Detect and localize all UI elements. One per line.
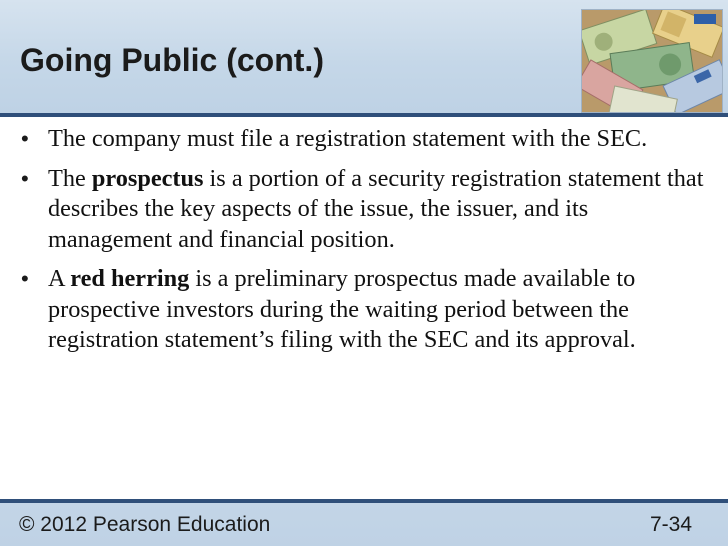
bullet-list <box>18 124 713 356</box>
bullet-term-red-herring: red herring <box>70 265 190 292</box>
bullet-text-lead: A <box>48 265 71 292</box>
bullet-text-rest: is a portion of a security registration statement that describes the key aspects of the issue, the issuer, and its management and financial position. <box>48 164 704 253</box>
bullet-item-red-herring <box>18 264 713 356</box>
bullet-icon: • <box>21 126 29 151</box>
banknotes-image <box>582 10 722 112</box>
bullet-text: The company must file a registration statement with the SEC. <box>48 125 648 152</box>
footer-band <box>0 503 728 546</box>
bullet-text-rest: is a preliminary prospectus made available to prospective investors during the waiting period between the registration statement’s filing with the SEC and its approval. <box>48 265 636 353</box>
bullet-item-prospectus <box>18 164 713 256</box>
bullet-text-lead: The <box>48 164 92 192</box>
copyright-text: © 2012 Pearson Education <box>19 513 271 536</box>
slide-content <box>18 124 713 365</box>
bullet-item-registration <box>18 124 713 155</box>
bullet-icon: • <box>21 165 29 191</box>
bullet-term-prospectus: prospectus <box>91 164 204 192</box>
slide-number: 7-34 <box>649 513 692 536</box>
header-band <box>0 0 728 113</box>
slide-title: Going Public (cont.) <box>20 42 324 78</box>
bullet-icon: • <box>21 266 29 291</box>
money-banknotes-photo <box>581 9 723 113</box>
header-rule <box>0 113 728 117</box>
